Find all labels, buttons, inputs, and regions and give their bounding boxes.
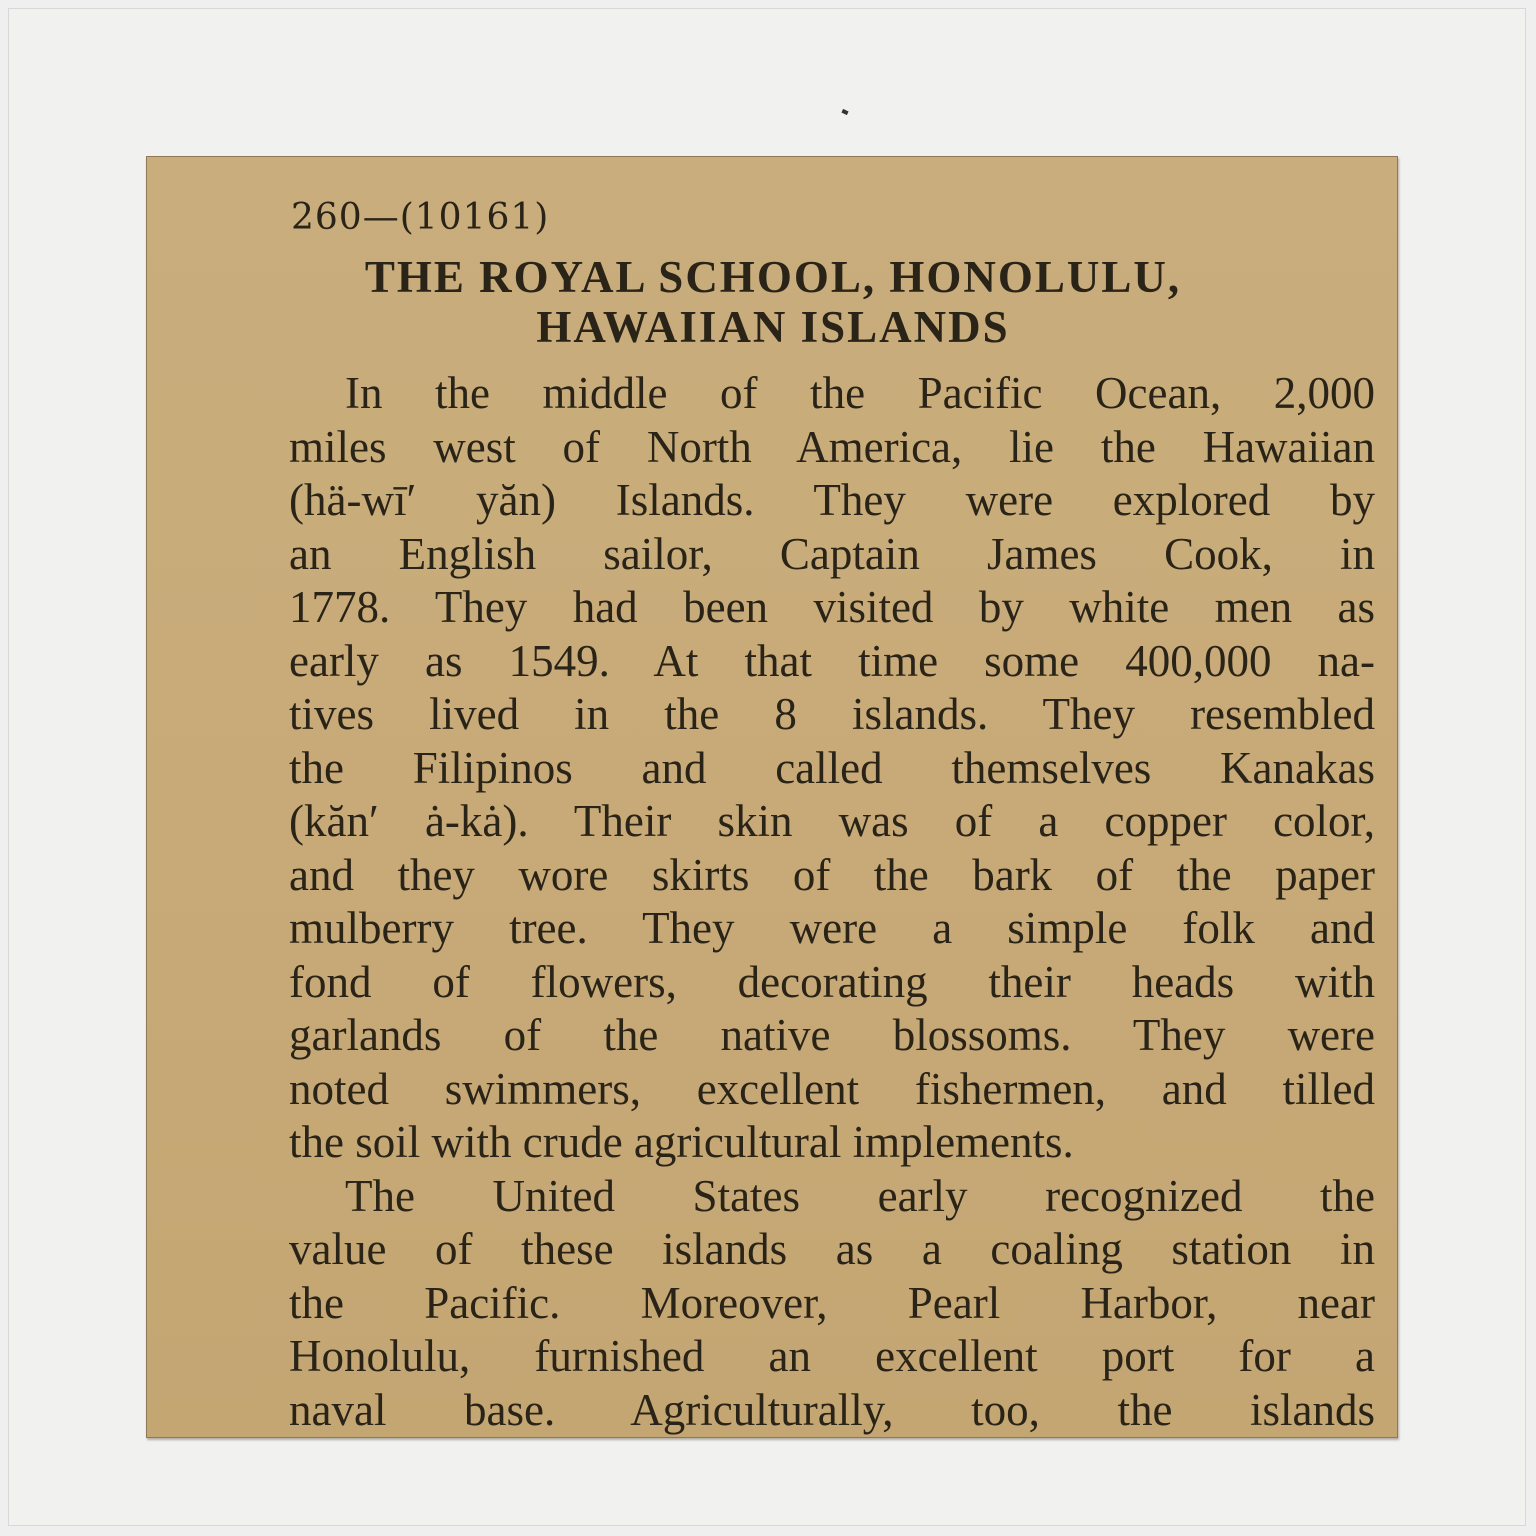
body-line: mulberry tree. They were a simple folk and (289, 903, 1375, 953)
body-line: noted swimmers, excellent fishermen, and tilled (289, 1063, 1375, 1114)
body-line: fond of flowers, decorating their heads with (289, 956, 1375, 1007)
body-line: miles west of North America, lie the Hawaiian (289, 421, 1375, 472)
body-line: (hä-wī′ yăn) Islands. They were explored by (289, 475, 1375, 525)
body-line: early as 1549. At that time some 400,000 na- (289, 635, 1375, 686)
body-line: an English sailor, Captain James Cook, in (289, 528, 1375, 579)
body-line: value of these islands as a coaling station in (289, 1224, 1375, 1274)
card-number: 260—(10161) (291, 197, 550, 238)
card-title-line-1: THE ROYAL SCHOOL, HONOLULU, (364, 252, 1182, 302)
body-line: naval base. Agriculturally, too, the islands (289, 1384, 1375, 1435)
body-line: 1778. They had been visited by white men as (289, 582, 1375, 632)
text-card (146, 156, 1398, 1438)
body-line: tives lived in the 8 islands. They resembled (289, 689, 1375, 739)
body-line: the Pacific. Moreover, Pearl Harbor, near (289, 1277, 1375, 1328)
body-line: and they wore skirts of the bark of the paper (289, 849, 1375, 900)
body-line: the soil with crude agricultural implements. (289, 1117, 1074, 1167)
body-line: In the middle of the Pacific Ocean, 2,000 (345, 368, 1375, 418)
card-body-text (289, 367, 1375, 1437)
body-line: (kăn′ ȧ-kȧ). Their skin was of a copper color, (289, 796, 1375, 846)
body-line: Honolulu, furnished an excellent port for a (289, 1331, 1375, 1381)
body-line: garlands of the native blossoms. They were (289, 1010, 1375, 1060)
card-title-line-2: HAWAIIAN ISLANDS (536, 302, 1010, 352)
body-line: the Filipinos and called themselves Kanakas (289, 742, 1375, 793)
body-line: The United States early recognized the (345, 1170, 1375, 1221)
